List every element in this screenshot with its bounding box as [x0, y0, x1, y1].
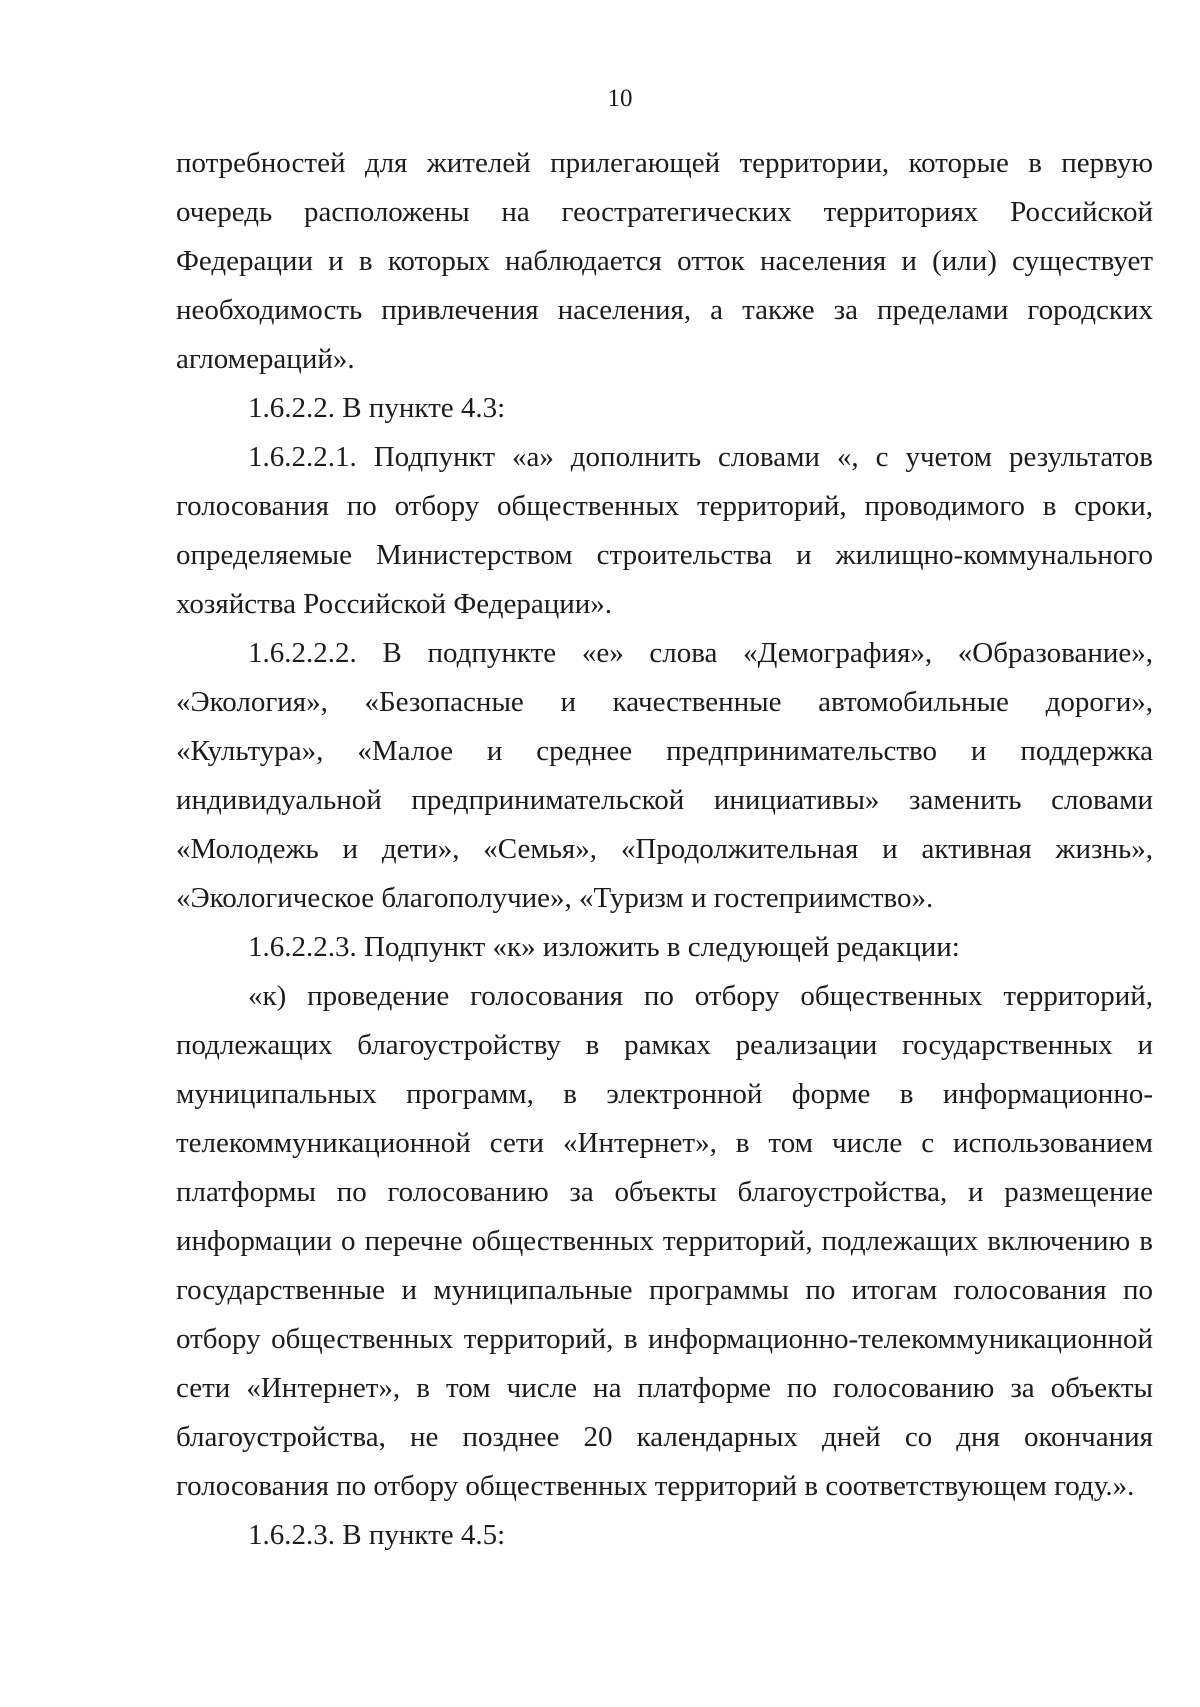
text-line: очередь расположены на геостратегических территориях Российской	[176, 196, 1153, 228]
text-line: телекоммуникационной сети «Интернет», в том числе с использованием	[176, 1127, 1153, 1159]
text-line: 1.6.2.3. В пункте 4.5:	[248, 1519, 506, 1551]
text-line: муниципальных программ, в электронной форме в информационно-	[176, 1078, 1153, 1110]
text-line: благоустройства, не позднее 20 календарных дней со дня окончания	[176, 1421, 1153, 1453]
text-line: отбору общественных территорий, в информационно-телекоммуникационной	[176, 1323, 1153, 1355]
text-line: Федерации и в которых наблюдается отток населения и (или) существует	[176, 245, 1153, 277]
text-line: 1.6.2.2. В пункте 4.3:	[248, 392, 506, 424]
paragraph	[176, 629, 1153, 923]
text-line: определяемые Министерством строительства и жилищно-коммунального	[176, 539, 1153, 571]
text-line: подлежащих благоустройству в рамках реализации государственных и	[176, 1029, 1153, 1061]
text-line: 1.6.2.2.2. В подпункте «е» слова «Демография», «Образование»,	[248, 637, 1153, 669]
text-line: хозяйства Российской Федерации».	[176, 588, 613, 620]
paragraph	[176, 923, 1153, 972]
paragraph	[176, 433, 1153, 629]
text-line: информации о перечне общественных территорий, подлежащих включению в	[176, 1225, 1153, 1257]
text-line: государственные и муниципальные программы по итогам голосования по	[176, 1274, 1153, 1306]
text-line: голосования по отбору общественных территорий, проводимого в сроки,	[176, 490, 1153, 522]
document-body	[176, 139, 1153, 1560]
text-line: «Экология», «Безопасные и качественные автомобильные дороги», «Культура»,	[176, 686, 1153, 767]
text-line: предпринимательской инициативы» заменить словами «Молодежь и дети»,	[176, 784, 1154, 865]
text-line: сети «Интернет», в том числе на платформе по голосованию за объекты	[176, 1372, 1153, 1404]
text-line: благополучие», «Туризм и гостеприимство».	[381, 882, 934, 914]
paragraph	[176, 972, 1153, 1511]
paragraph	[176, 384, 1153, 433]
text-line: необходимость привлечения населения, а также за пределами городских	[176, 294, 1153, 326]
paragraph	[176, 1511, 1153, 1560]
text-line: 1.6.2.2.1. Подпункт «а» дополнить словами «, с учетом результатов	[248, 441, 1153, 473]
text-line: голосования по отбору общественных территорий в соответствующем году.».	[176, 1470, 1135, 1502]
page-number: 10	[607, 85, 633, 112]
paragraph	[176, 139, 1153, 384]
text-line: 1.6.2.2.3. Подпункт «к» изложить в следующей редакции:	[248, 931, 960, 963]
text-line: агломераций».	[176, 343, 355, 375]
text-line: потребностей для жителей прилегающей территории, которые в первую	[176, 147, 1153, 179]
text-line: «Семья», «Продолжительная и активная жизнь», «Экологическое	[176, 833, 1154, 914]
text-line: «к) проведение голосования по отбору общественных территорий,	[248, 980, 1153, 1012]
text-line: платформы по голосованию за объекты благоустройства, и размещение	[176, 1176, 1153, 1208]
text-line: «Малое и среднее предпринимательство и поддержка индивидуальной	[176, 735, 1153, 816]
